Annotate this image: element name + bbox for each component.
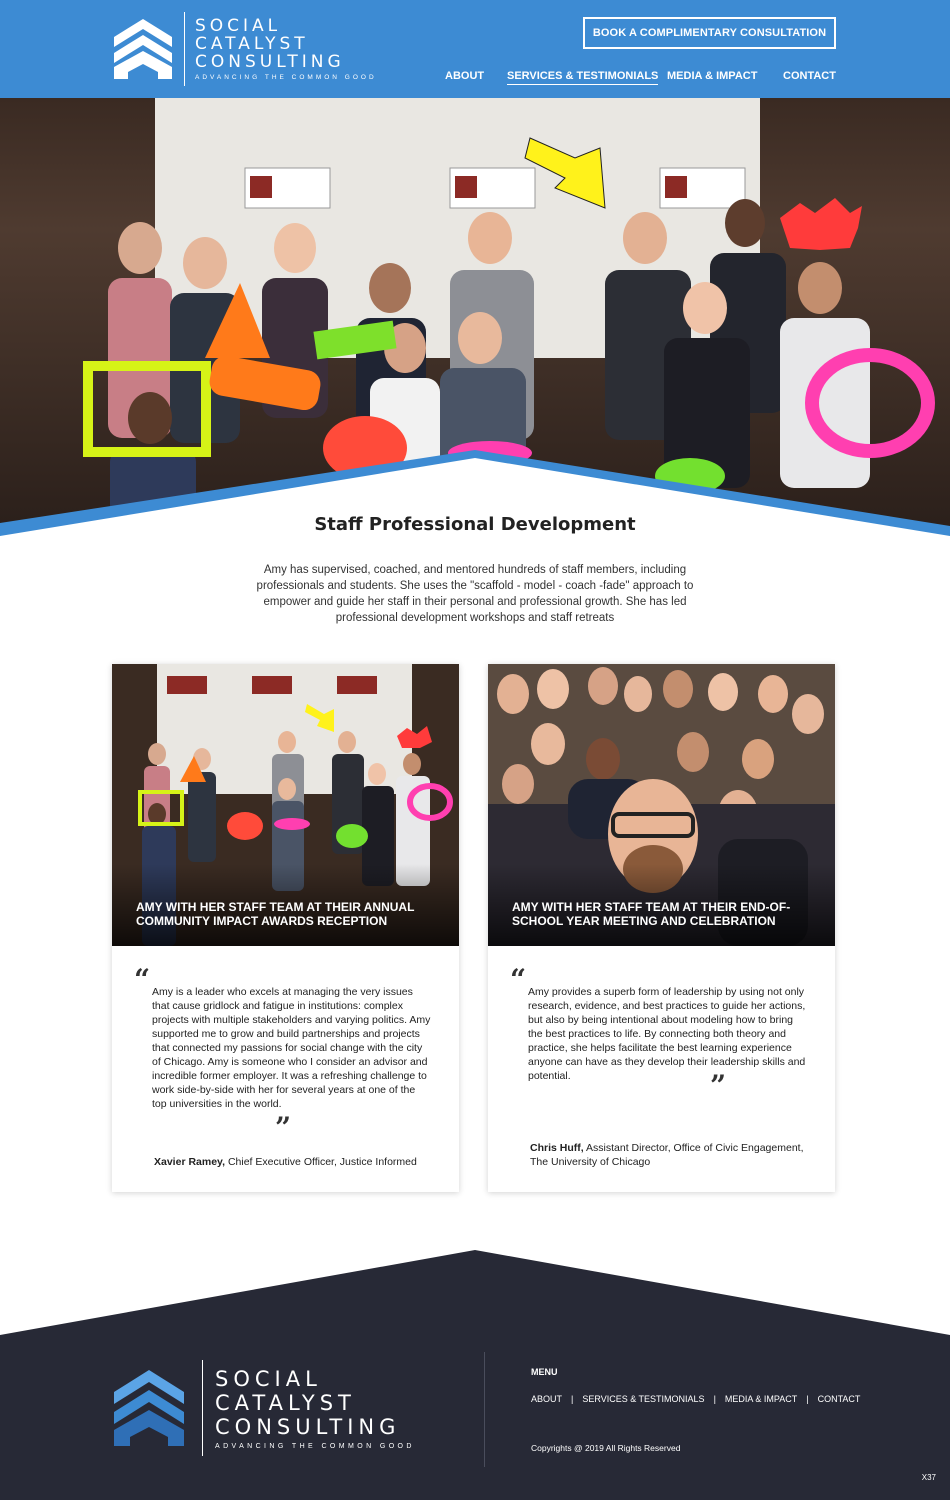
hero-banner xyxy=(0,98,950,536)
footer-logo[interactable] xyxy=(112,1360,415,1456)
footer-logo-divider xyxy=(202,1360,203,1456)
main-nav xyxy=(0,70,950,86)
logo-line-3: CONSULTING xyxy=(195,52,345,72)
site-header xyxy=(0,0,950,98)
section-title: Staff Professional Development xyxy=(314,514,636,535)
footer-menu-title: MENU xyxy=(531,1367,558,1377)
footer-nav-services-testimonials[interactable]: SERVICES & TESTIMONIALS xyxy=(582,1394,705,1404)
testimonial-card-2 xyxy=(488,664,835,1192)
close-quote-icon: ” xyxy=(275,1111,292,1144)
footer-logo-wordmark xyxy=(215,1367,415,1450)
nav-contact[interactable]: CONTACT xyxy=(783,70,836,82)
hero-photo xyxy=(0,98,950,536)
card-caption: AMY WITH HER STAFF TEAM AT THEIR END-OF-SCHOOL YEAR MEETING AND CELEBRATION xyxy=(512,900,791,928)
testimonial-author xyxy=(530,1141,820,1169)
author-name: Chris Huff, xyxy=(530,1142,584,1154)
footer-logo-line-1: SOCIAL xyxy=(215,1366,322,1391)
hero-illustration xyxy=(0,98,950,536)
testimonial-quote: Amy provides a superb form of leadership by using not only research, evidence, and best practices to guide her actions, but also by being intentional about modeling how to bring the best practices to life. By connecting both theory and practice, she helps facilitate the best learning experience anyone can have as they develop their leadership skills and potential. xyxy=(528,986,806,1082)
book-consultation-button[interactable]: BOOK A COMPLIMENTARY CONSULTATION xyxy=(583,17,836,49)
footer-menu-separator: | xyxy=(806,1394,809,1404)
logo-tagline: ADVANCING THE COMMON GOOD xyxy=(195,74,377,81)
intro-paragraph: Amy has supervised, coached, and mentored hundreds of staff members, including professionals and students. She uses the "scaffold - model - coach -fade" approach to empower and guide her staff in their personal and professional growth. She has led professional development workshops and staff retreats xyxy=(256,564,694,624)
nav-about[interactable]: ABOUT xyxy=(445,70,485,82)
footer-divider xyxy=(484,1352,485,1467)
copyright-text: Copyrights @ 2019 All Rights Reserved xyxy=(531,1443,681,1453)
testimonial-author xyxy=(154,1155,444,1169)
footer-logo-line-2: CATALYST xyxy=(215,1390,356,1415)
footer-nav-about[interactable]: ABOUT xyxy=(531,1394,563,1404)
footer-angle-shape xyxy=(0,1250,950,1336)
testimonial-quote: Amy is a leader who excels at managing the very issues that cause gridlock and fatigue in institutions: complex projects with multiple stakeholders and varying politics. Amy supported me to grow and build partnerships and projects that connected my passions for social change with the city of Chicago. Amy is someone who I consider an advisor and incredible former employer. It was a refreshing challenge to work side-by-side with her for several years at one of the top universities in the world. xyxy=(152,986,431,1110)
card-caption: AMY WITH HER STAFF TEAM AT THEIR ANNUAL COMMUNITY IMPACT AWARDS RECEPTION xyxy=(136,900,415,928)
footer-menu-separator: | xyxy=(713,1394,716,1404)
page-code: X37 xyxy=(921,1473,936,1482)
author-title: Chief Executive Officer, Justice Informed xyxy=(225,1156,417,1168)
open-quote-icon: “ xyxy=(134,963,151,996)
open-quote-icon: “ xyxy=(510,963,527,996)
close-quote-icon: ” xyxy=(710,1069,727,1102)
nav-services-testimonials[interactable]: SERVICES & TESTIMONIALS xyxy=(507,70,658,85)
logo-line-1: SOCIAL xyxy=(195,16,282,36)
logo-line-2: CATALYST xyxy=(195,34,309,54)
footer-logo-tagline: ADVANCING THE COMMON GOOD xyxy=(215,1442,415,1450)
card-photo-awards-reception xyxy=(112,664,459,946)
footer-logo-line-3: CONSULTING xyxy=(215,1414,401,1439)
footer-nav-contact[interactable]: CONTACT xyxy=(817,1394,861,1404)
footer-menu xyxy=(531,1394,860,1404)
nav-media-impact[interactable]: MEDIA & IMPACT xyxy=(667,70,758,82)
chevron-logo-icon xyxy=(112,1368,186,1448)
footer-menu-separator: | xyxy=(571,1394,574,1404)
testimonial-card-1 xyxy=(112,664,459,1192)
card-photo-end-of-year xyxy=(488,664,835,946)
author-name: Xavier Ramey, xyxy=(154,1156,226,1168)
author-title: Assistant Director, Office of Civic Engagement, The University of Chicago xyxy=(530,1142,804,1168)
footer-nav-media-impact[interactable]: MEDIA & IMPACT xyxy=(724,1394,798,1404)
